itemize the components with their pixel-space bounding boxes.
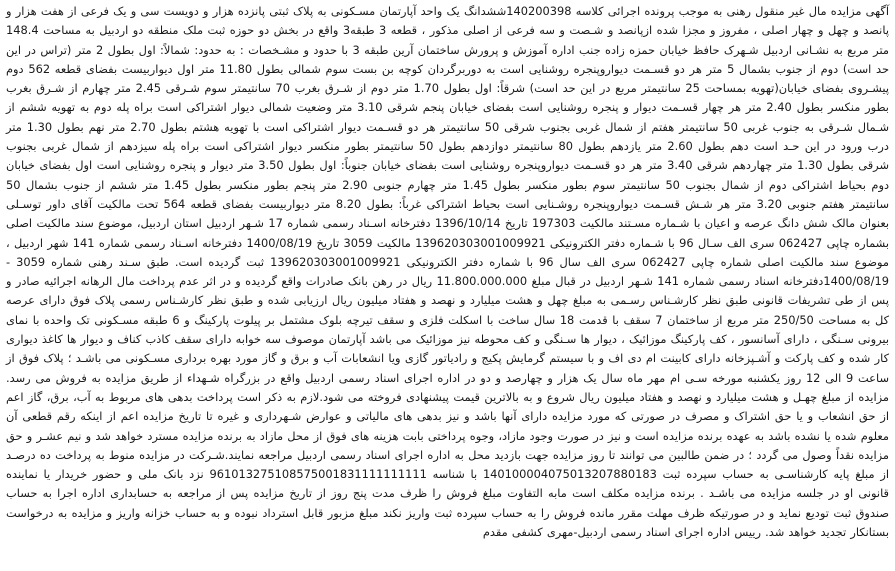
auction-notice-text: آگهی مزایده مال غیر منقول رهنی به موجب پرونده اجرائی کلاسه 140200398ششدانگ یک واحد آپارتمان مسـکونی به پلاک ثبتی پانزده هزار و دویست سی و یک فرعی از هفت هزار و پانصد و چهل و چهار اصلی ، مفروز و مجزا شده ازپانصد و شـصت و سه فرعی از اصلی مذکور ، قطعه 3 طبقه3 واقع در بخش دو حوزه ثبت ملک منطقه دو اردبیل به مساحت 148.4 متر مربع به نشـانی اردبیل شـهرک حافظ خیابان حمزه زاده جنب اداره آموزش و پرورش ساختمان آرین طبقه 3 با حدود و مشـخصات : به حدود: شمالاً: اول بطول 2 متر (تراس در این حد است) دوم از جنوب بشمال 5 متر هر دو قسـمت دیوارو‌پنجره روشنایی است به دوربرگردان کوچه بن بست سوم شمالی بطول 11.80 متر اول دیواربیست بفضای قطعه 562 دوم پیشـروی بفضای خیابان(تهویه بمساحت 25 سانتیمتر مربع در این حد است) شرقاً: اول بطول 1.70 متر دوم از شـرق بغرب 70 سانتیمتر سوم شـرقی 2.45 متر چهارم از شـرق بغرب بطور منکسر بطول 2.40 متر هر چهار قسـمت دیوار و پنجره روشنایی است بفضای خیابان پنجم شرقی 3.10 متر وضعیت شمالی دیوار اشتراکی است براه پله دوم به تهویه ششم از شـمال شـرقی به جنوب غربی 50 سانتیمتر هفتم از شمال غربی بجنوب شرقی 50 سانتیمتر هر دو قسـمت دیوار اشتراکی است با تهویه هشتم بطول 2.70 متر نهم بطول 1.30 متر درب ورود در این حـد است دهم بطول 2.60 متر یازدهم بطول 80 سانتیمتر دوازدهم بطول 50 سانتیمتر بطور منکسر دیوار اشتراکی است براه پله سیزدهم از شمال غربی بجنوب شرقی بطول 1.30 متر چهاردهم شرقی 3.40 متر هر دو قسـمت دیواروپنجره روشنایی است بفضای خیابان جنوباً: اول بطول 3.50 متر دیوار و پنجره روشنایی است اول بفضای خیابان دوم بحیاط اشتراکی دوم از شمال بجنوب 50 سانتیمتر سوم بطور منکسر بطول 1.45 متر چهارم جنوبی 2.90 متر پنجم بطور منکسر بطول 1.45 متر ششم از جنوب بشمال 50 سانتیمتر هفتم جنوبی 3.20 متر هر شـش قسـمت دیواروپنجره روشـنایی است بحیاط اشتراکی غرباً: بطول 8.20 متر دیواربیست بفضای قطعه 564 تحت مالکیت آقای داور توسـلی بعنوان مالک شش دانگ عرصه و اعیان با شـماره مسـتند مالکیت 197303 تاریخ 1396/10/14 دفترخانه اسـناد رسمی شماره 17 شـهر اردبیل استان اردبیل، موضوع سند مالکیت اصلی بشماره چاپی 062427 سری الف سـال 96 با شـماره دفتر الکترونیکی 139620303001009921 مالکیت 3059 تاریخ 1400/08/19 دفترخانه اسـناد رسمی شماره 141 شهر اردبیل ، موضوع سند مالکیت اصلی شماره چاپی 062427 سری الف سال 96 با شماره دفتر الکترونیکی 139620303001009921 ثبت گردیده است. طبق سـند رهنی شماره 3059 - 1400/08/19دفترخانه اسناد رسمی شماره 141 شـهر اردبیل در قبال مبلغ 11.800.000.000 ریال در رهن بانک صادرات واقع گردیده و در اثر عدم پرداخت مال الرهانه اجرائیه صادر و پس از طی تشریفات قانونی طبق نظر کارشـناس رسـمی به مبلغ چهل و هشت میلیارد و نهصد و هفتاد میلیون ریال ارزیابی شده و طبق نظر کارشـناس رسمی پلاک فوق دارای عرصه کل به مساحت 250/50 متر مربع از ساختمان 7 سقف با قدمت 18 سال ساخت با اسکلت فلزی و سقف تیرچه بلوک مشتمل بر پیلوت پارکینگ و 6 طبقه مسـکونی تک واحده با نمای بیرونی سـنگی ، دارای آسانسور ، کف پارکینگ موزائیک ، دیوار ها سـنگی و کف محوطه نیز موزائیک می باشد آپارتمان موصوف سه خوابه دارای سقف کاذب کناف و دیوار ها کاغذ دیواری کار شده و کف پارکت و آشـپزخانه دارای کابینت ام دی اف و با سیستم گرمایش پکیج و رادیاتور گازی ویا انشعابات آب و برق و گاز مورد بهره برداری مسـکونی می باشـد ؛ پلاک فوق از ساعت 9 الی 12 روز یکشنبه مورخه سـی ام مهر ماه سال یک هزار و چهارصد و دو در اداره اجرای اسناد رسمی اردبیل واقع در بزرگراه شـهداء از طریق مزایده به فروش می رسد. مزایده از مبلغ چهـل و هشت میلیارد و نهصد و هفتاد میلیون ریال شروع و به بالاترین قیمت پیشنهادی فروخته می شود.لازم به ذکر است پرداخت بدهی های مربوط به آب، برق، گاز اعم از حق انشعاب و یا حق اشتراک و مصرف در صورتی که مورد مزایده دارای آنها باشد و نیز بدهی های مالیاتی و عوارض شـهرداری و غیره تا تاریخ مزایده اعم از اینکه رقم قطعی آن معلوم شده یا نشده باشد به عهده برنده مزایده است و نیز در صورت وجود مازاد، وجوه پرداختی بابت هزینه های فوق از محل مازاد به برنده مزایده مسترد خواهد شد و نیم عشـر و حق مزایده نقداً وصول می گردد ؛ در ضمن طالبین می توانند تا روز مزایده جهت بازدید محل به اداره اجرای اسناد رسمی اردبیل مراجعه نمایند.شـرکت در مزایده منوط به پرداخت ده درصـد از مبلغ پایه کارشناسـی به حساب سپرده ثبت 140100004075013207880183 با شناسه 961013275108575001831111111111 نزد بانک ملی و حضور خریدار یا نماینده قانونی او در جلسه مزایده می باشـد . برنده مزایده مکلف است مابه التفاوت مبلغ فروش را ظرف مدت پنج روز از تاریخ مزایده پس از مراجعه به حسابداری اداره اجرا به حساب صندوق ثبت تودیع نماید و در صورتیکه ظرف مهلت مقرر مانده فروش را به حساب سپرده ثبت واریز نکند مبلغ مزبور قابل استرداد نبوده و به حساب خزانه واریز و مزایده به درخواست بستانکار تجدید خواهد شد. رییس اداره اجرای اسناد رسمی اردبیل-مهری کشفی مقدم (6, 4, 890, 540)
